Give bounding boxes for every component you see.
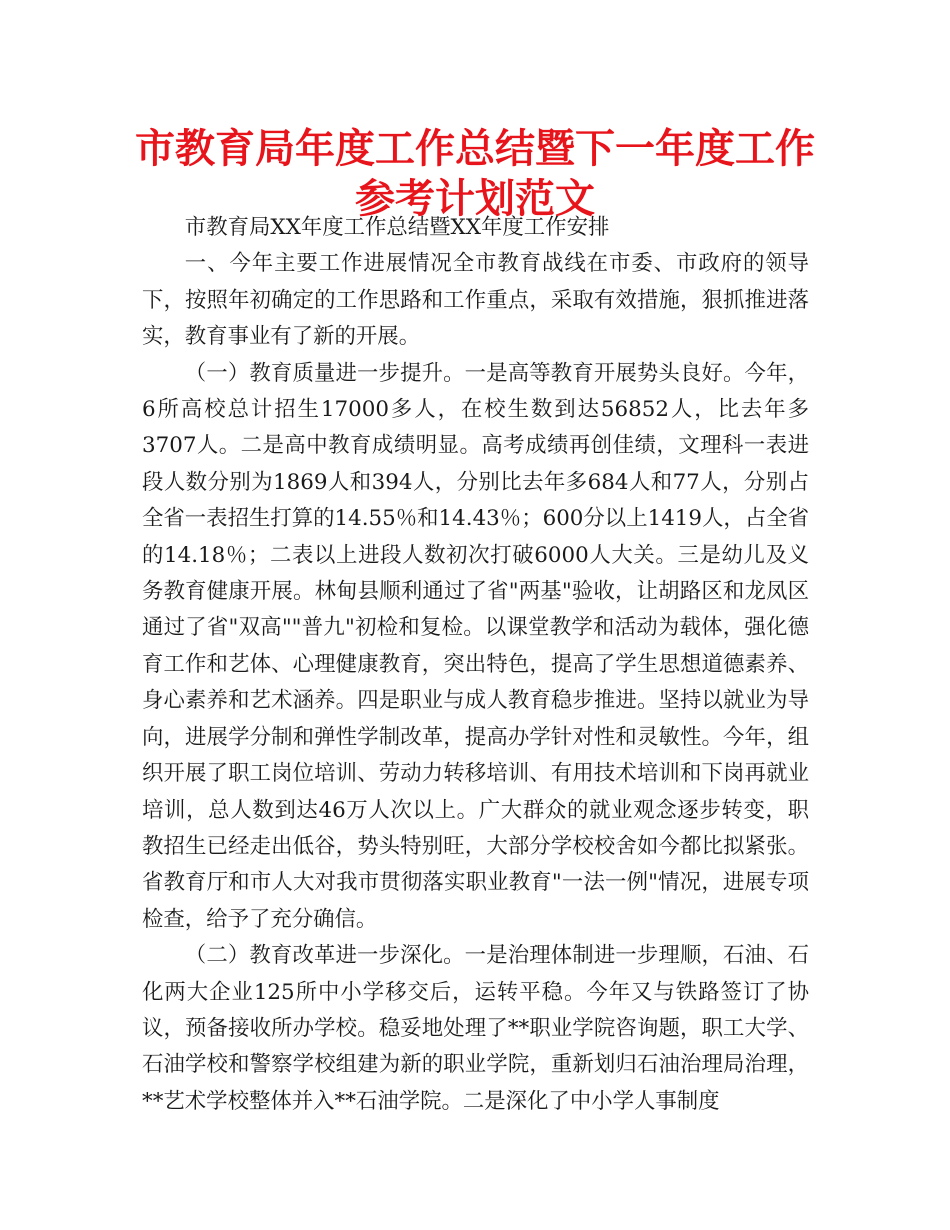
body-paragraph: （一）教育质量进一步提升。一是高等教育开展势头良好。今年，6所高校总计招生17000多人，在校生数到达56852人，比去年多3707人。二是高中教育成绩明显。高考成绩再创佳绩，文理科一表进段人数分别为1869人和394人，分别比去年多684人和77人，分别占全省一表招生打算的14.55％和14.43％；600分以上1419人，占全省的14.18％；二表以上进段人数初次打破6000人大关。三是幼儿及义务教育健康开展。林甸县顺利通过了省"两基"验收，让胡路区和龙凤区通过了省"双高""普九"初检和复检。以课堂教学和活动为载体，强化德育工作和艺体、心理健康教育，突出特色，提高了学生思想道德素养、身心素养和艺术涵养。四是职业与成人教育稳步推进。坚持以就业为导向，进展学分制和弹性学制改革，提高办学针对性和灵敏性。今年，组织开展了职工岗位培训、劳动力转移培训、有用技术培训和下岗再就业培训，总人数到达46万人次以上。广大群众的就业观念逐步转变，职教招生已经走出低谷，势头特别旺，大部分学校校舍如今都比拟紧张。省教育厅和市人大对我市贯彻落实职业教育"一法一例"情况，进展专项检查，给予了充分确信。 <box>142 360 809 932</box>
body-paragraph: （二）教育改革进一步深化。一是治理体制进一步理顺，石油、石化两大企业125所中小学移交后，运转平稳。今年又与铁路签订了协议，预备接收所办学校。稳妥地处理了**职业学院咨询题，职工大学、石油学校和警察学校组建为新的职业学院，重新划归石油治理局治理，**艺术学校整体并入**石油学院。二是深化了中小学人事制度 <box>142 943 809 1114</box>
body-paragraph: 一、今年主要工作进展情况全市教育战线在市委、市政府的领导下，按照年初确定的工作思路和工作重点，采取有效措施，狠抓推进落实，教育事业有了新的开展。 <box>142 251 809 350</box>
subtitle-paragraph: 市教育局XX年度工作总结暨XX年度工作安排 <box>184 215 610 240</box>
document-body <box>142 210 809 1120</box>
document-title: 市教育局年度工作总结暨下一年度工作参考计划范文 <box>135 126 815 222</box>
